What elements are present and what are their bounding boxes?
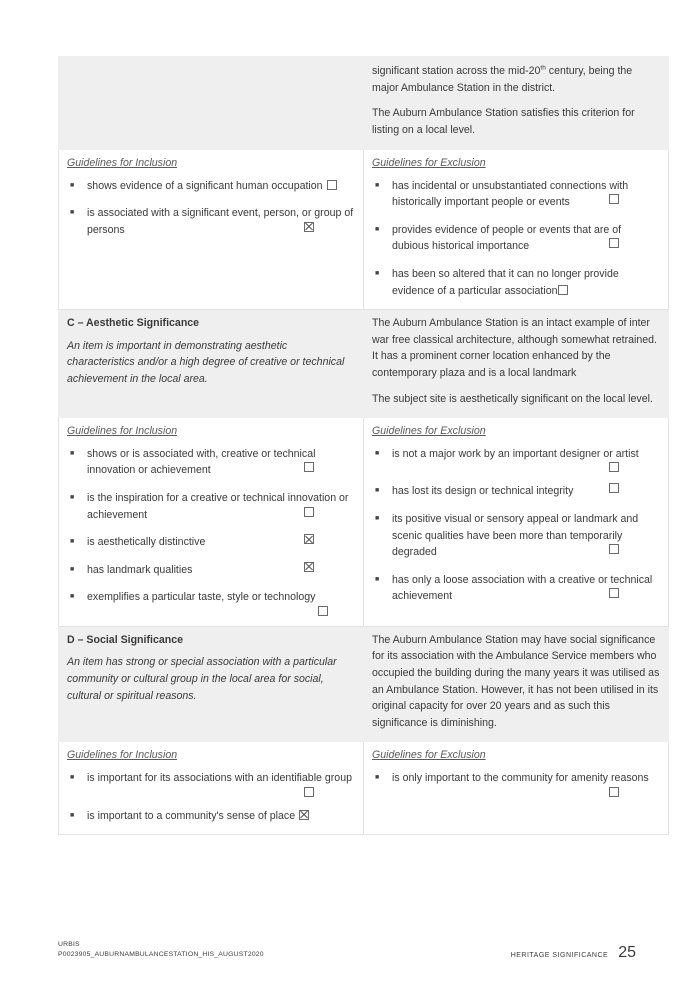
- bullet-icon: ■: [375, 225, 380, 233]
- guidelines-c-exclusion: [364, 418, 669, 627]
- inclusion-list: [67, 446, 356, 616]
- list-item: ■ is not a major work by an important designer or artist: [372, 446, 661, 473]
- list-item: ■ is the inspiration for a creative or technical innovation or achievement: [70, 491, 349, 521]
- bullet-icon: ■: [375, 449, 380, 457]
- bullet-icon: ■: [375, 575, 380, 583]
- checkbox-checked-icon: [299, 810, 309, 820]
- checkbox-unchecked-icon: [609, 462, 619, 472]
- criterion-d-assessment-cell: [364, 626, 669, 742]
- assessment-conclusion: The Auburn Ambulance Station satisfies this criterion for listing on a local level.: [372, 107, 635, 136]
- exclusion-list: [372, 446, 661, 605]
- checkbox-checked-icon: [304, 534, 314, 544]
- criterion-d-assessment: The Auburn Ambulance Station may have social significance for its association with the Ambulance Service members who occupied the building during the many years it was utilised as an Ambulance Station. However, it has not been utilised in its original capacity for over 20 years and as such this significance is diminishing.: [372, 633, 660, 729]
- criterion-c-description-cell: [59, 310, 364, 418]
- list-item: ■ has lost its design or technical integrity: [372, 483, 661, 500]
- bullet-icon: ■: [375, 269, 380, 277]
- list-item: ■ exemplifies a particular taste, style or technology: [67, 589, 356, 616]
- checkbox-unchecked-icon: [327, 180, 337, 190]
- checkbox-unchecked-icon: [304, 462, 314, 472]
- criterion-c-conclusion: The subject site is aesthetically significant on the local level.: [372, 392, 653, 405]
- footer-section-title: HERITAGE SIGNIFICANCE: [510, 952, 609, 959]
- heritage-criteria-table: [58, 56, 669, 835]
- footer-doc-ref: P0023905_AUBURNAMBULANCESTATION_HIS_AUGUST2020: [58, 951, 264, 958]
- checkbox-unchecked-icon: [609, 787, 619, 797]
- guidelines-b-exclusion: [364, 150, 669, 310]
- inclusion-list: [67, 770, 356, 824]
- list-item: ■ its positive visual or sensory appeal or landmark and scenic qualities have been more than temporarily degraded: [375, 512, 639, 559]
- exclusion-list: [372, 178, 661, 300]
- list-item: ■ is aesthetically distinctive: [67, 534, 356, 551]
- list-item: ■ has been so altered that it can no longer provide evidence of a particular association: [375, 267, 619, 297]
- guidelines-c-inclusion: [59, 418, 364, 627]
- list-item: ■ has only a loose association with a creative or technical achievement: [375, 573, 653, 603]
- checkbox-unchecked-icon: [304, 507, 314, 517]
- bullet-icon: ■: [70, 449, 75, 457]
- exclusion-list: [372, 770, 661, 797]
- list-item: ■ provides evidence of people or events that are of dubious historical importance: [375, 223, 622, 253]
- inclusion-label: Guidelines for Inclusion: [67, 749, 178, 762]
- exclusion-label: Guidelines for Exclusion: [372, 749, 486, 762]
- footer-company: URBIS: [58, 941, 80, 948]
- guidelines-d-exclusion: [364, 742, 669, 835]
- bullet-icon: ■: [375, 514, 380, 522]
- list-item: ■ shows or is associated with, creative or technical innovation or achievement: [70, 447, 316, 477]
- guidelines-d-row: [59, 742, 669, 835]
- bullet-icon: ■: [70, 493, 75, 501]
- guidelines-d-inclusion: [59, 742, 364, 835]
- inclusion-label: Guidelines for Inclusion: [67, 157, 178, 169]
- criterion-d-row: [59, 626, 669, 742]
- list-item: ■ is important to a community's sense of place: [67, 808, 356, 825]
- criterion-b-continuation-row: [59, 57, 669, 150]
- bullet-icon: ■: [70, 565, 75, 573]
- list-item: ■ is associated with a significant event, person, or group of persons: [70, 207, 354, 236]
- bullet-icon: ■: [70, 538, 75, 546]
- exclusion-label: Guidelines for Exclusion: [372, 157, 486, 169]
- checkbox-unchecked-icon: [609, 588, 619, 598]
- checkbox-unchecked-icon: [609, 238, 619, 248]
- bullet-icon: ■: [70, 209, 75, 217]
- footer-page-info: [511, 944, 636, 962]
- list-item: ■ is only important to the community for amenity reasons: [372, 770, 661, 797]
- list-item: ■ shows evidence of a significant human occupation: [67, 178, 356, 195]
- bullet-icon: ■: [375, 181, 380, 189]
- guidelines-b-row: [59, 150, 669, 310]
- checkbox-unchecked-icon: [609, 483, 619, 493]
- page-number: 25: [618, 944, 636, 961]
- checkbox-checked-icon: [304, 222, 314, 232]
- bullet-icon: ■: [375, 487, 380, 495]
- criterion-b-assessment-cell: [364, 57, 669, 150]
- bullet-icon: ■: [70, 811, 75, 819]
- criterion-c-assessment: The Auburn Ambulance Station is an intact example of inter war free classical architecture, although somewhat retrained. It has a prominent corner location enhanced by the contemporary plaza and is a local landmark: [372, 317, 657, 379]
- criterion-d-description: An item has strong or special association with a particular community or cultural group in the local area for social, cultural or spiritual reasons.: [67, 656, 337, 702]
- checkbox-unchecked-icon: [558, 285, 568, 295]
- criterion-b-left-cell: [59, 57, 364, 150]
- list-item: ■ has landmark qualities: [67, 562, 356, 579]
- checkbox-unchecked-icon: [609, 194, 619, 204]
- bullet-icon: ■: [375, 774, 380, 782]
- criterion-c-description: An item is important in demonstrating aesthetic characteristics and/or a high degree of creative or technical achievement in the local area.: [67, 339, 345, 385]
- checkbox-unchecked-icon: [609, 544, 619, 554]
- checkbox-unchecked-icon: [304, 787, 314, 797]
- bullet-icon: ■: [70, 181, 75, 189]
- criterion-c-row: [59, 310, 669, 418]
- footer-doc-info: [58, 940, 264, 960]
- list-item: ■ is important for its associations with an identifiable group: [67, 770, 356, 797]
- checkbox-unchecked-icon: [318, 606, 328, 616]
- criterion-c-assessment-cell: [364, 310, 669, 418]
- guidelines-c-row: [59, 418, 669, 627]
- inclusion-label: Guidelines for Inclusion: [67, 425, 178, 438]
- criterion-d-description-cell: [59, 626, 364, 742]
- criterion-c-heading: C – Aesthetic Significance: [67, 317, 200, 330]
- exclusion-label: Guidelines for Exclusion: [372, 425, 486, 438]
- bullet-icon: ■: [70, 593, 75, 601]
- inclusion-list: [67, 178, 356, 239]
- criterion-d-heading: D – Social Significance: [67, 633, 183, 646]
- guidelines-b-inclusion: [59, 150, 364, 310]
- list-item: ■ has incidental or unsubstantiated connections with historically important people or events: [375, 179, 629, 209]
- assessment-paragraph: significant station across the mid-20th century, being the major Ambulance Station in the district.: [372, 64, 633, 94]
- bullet-icon: ■: [70, 774, 75, 782]
- checkbox-checked-icon: [304, 562, 314, 572]
